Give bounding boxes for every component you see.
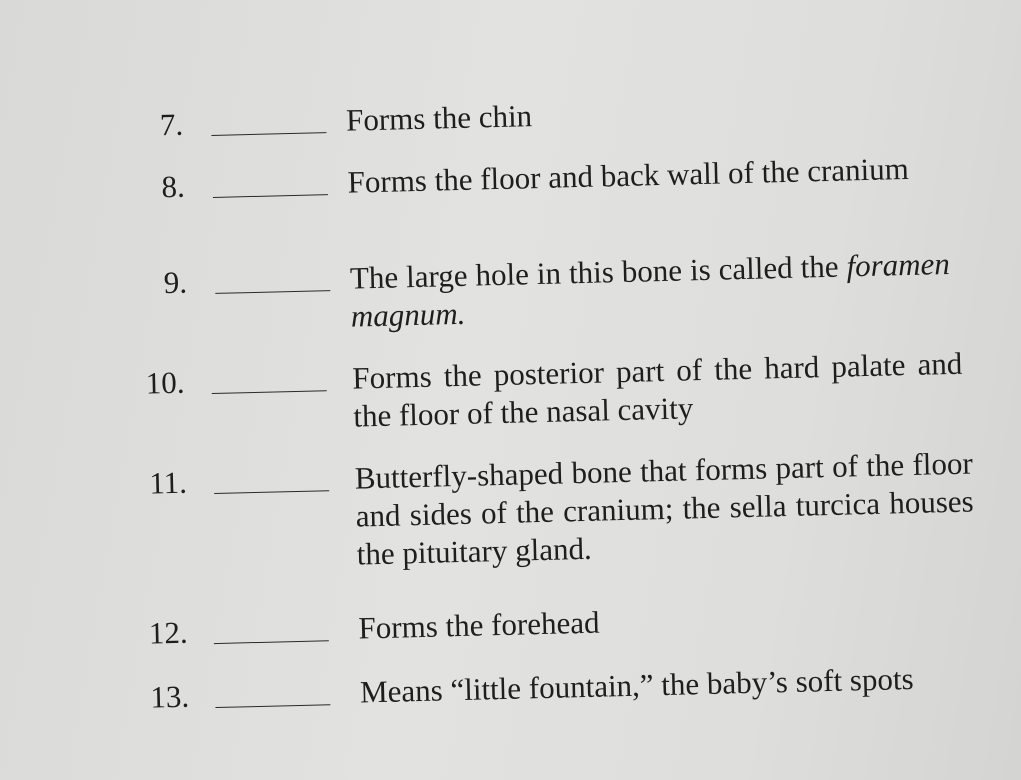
question-item	[7, 657, 1021, 715]
question-item	[2, 443, 1021, 572]
question-description-emphasis: foramen magnum.	[350, 245, 951, 334]
question-description	[350, 245, 952, 336]
answer-blank[interactable]	[214, 490, 329, 494]
question-number: 11.	[148, 464, 188, 501]
question-number: 7.	[159, 106, 184, 143]
question-description-text: The large hole in this bone is called the	[349, 248, 839, 296]
question-number: 12.	[148, 614, 189, 651]
question-description: Forms the floor and back wall of the cranium	[347, 150, 910, 200]
question-description: Means “little fountain,” the baby’s soft spots	[359, 660, 914, 710]
question-description: Forms the forehead	[358, 604, 600, 646]
question-item	[0, 85, 1013, 143]
question-item	[5, 593, 1021, 651]
question-item	[0, 243, 1017, 334]
question-description: Butterfly-shaped bone that forms part of the floor and sides of the cranium; the sella turcica houses the pituitary gland.	[354, 445, 975, 572]
answer-blank[interactable]	[211, 132, 326, 136]
question-item	[0, 343, 1020, 434]
answer-blank[interactable]	[212, 390, 327, 394]
question-item	[0, 147, 1015, 205]
answer-blank[interactable]	[215, 704, 330, 708]
question-number: 13.	[149, 678, 190, 715]
answer-blank[interactable]	[214, 640, 329, 644]
question-number: 8.	[161, 168, 186, 205]
answer-blank[interactable]	[213, 194, 328, 198]
question-description: Forms the posterior part of the hard palate and the floor of the nasal cavity	[351, 345, 963, 434]
answer-blank[interactable]	[215, 290, 330, 294]
question-number: 9.	[163, 264, 188, 301]
question-number: 10.	[145, 364, 185, 401]
question-description: Forms the chin	[345, 98, 533, 138]
